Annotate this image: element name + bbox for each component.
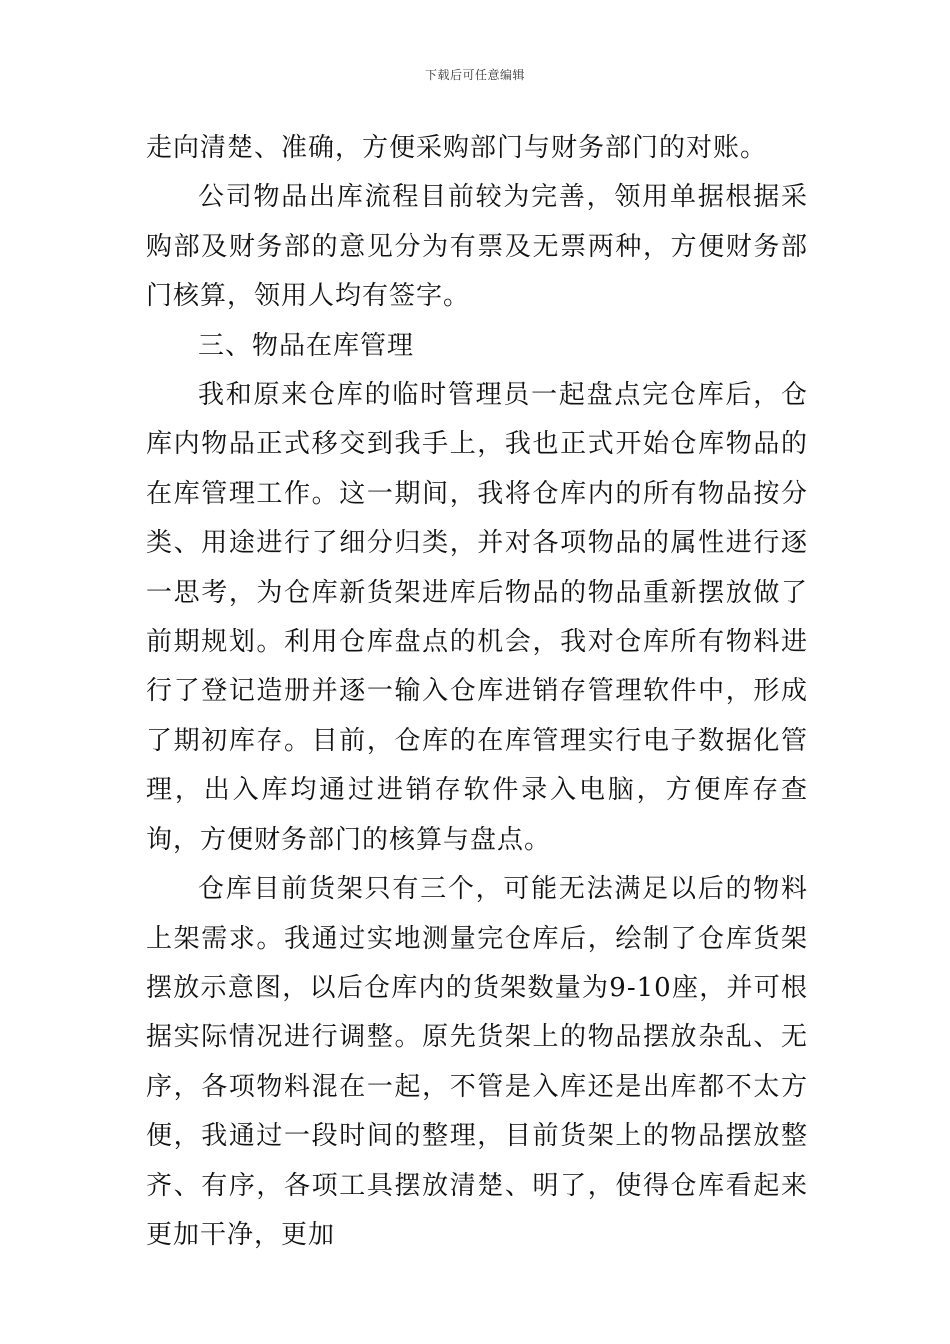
section-heading: 三、物品在库管理 [198, 330, 415, 361]
header-note: 下载后可任意编辑 [424, 68, 525, 82]
paragraph-continuation: 走向清楚、准确，方便采购部门与财务部门的对账。 [146, 133, 768, 163]
paragraph-outbound-process: 公司物品出库流程目前较为完善，领用单据根据采购部及财务部的意见分为有票及无票两种，方便财务部门核算，领用人均有签字。 [146, 182, 808, 312]
document-body [146, 124, 808, 1260]
paragraph-inventory-management: 我和原来仓库的临时管理员一起盘点完仓库后，仓库内物品正式移交到我手上，我也正式开始仓库物品的在库管理工作。这一期间，我将仓库内的所有物品按分类、用途进行了细分归类，并对各项物品的属性进行逐一思考，为仓库新货架进库后物品的物品重新摆放做了前期规划。利用仓库盘点的机会，我对仓库所有物料进行了登记造册并逐一输入仓库进销存管理软件中，形成了期初库存。目前，仓库的在库管理实行电子数据化管理，出入库均通过进销存软件录入电脑，方便库存查询，方便财务部门的核算与盘点。 [146, 380, 808, 855]
paragraph-shelving: 仓库目前货架只有三个，可能无法满足以后的物料上架需求。我通过实地测量完仓库后，绘制了仓库货架摆放示意图，以后仓库内的货架数量为9-10座，并可根据实际情况进行调整。原先货架上的物品摆放杂乱、无序，各项物料混在一起，不管是入库还是出库都不太方便，我通过一段时间的整理，目前货架上的物品摆放整齐、有序，各项工具摆放清楚、明了，使得仓库看起来更加干净，更加 [146, 874, 808, 1250]
